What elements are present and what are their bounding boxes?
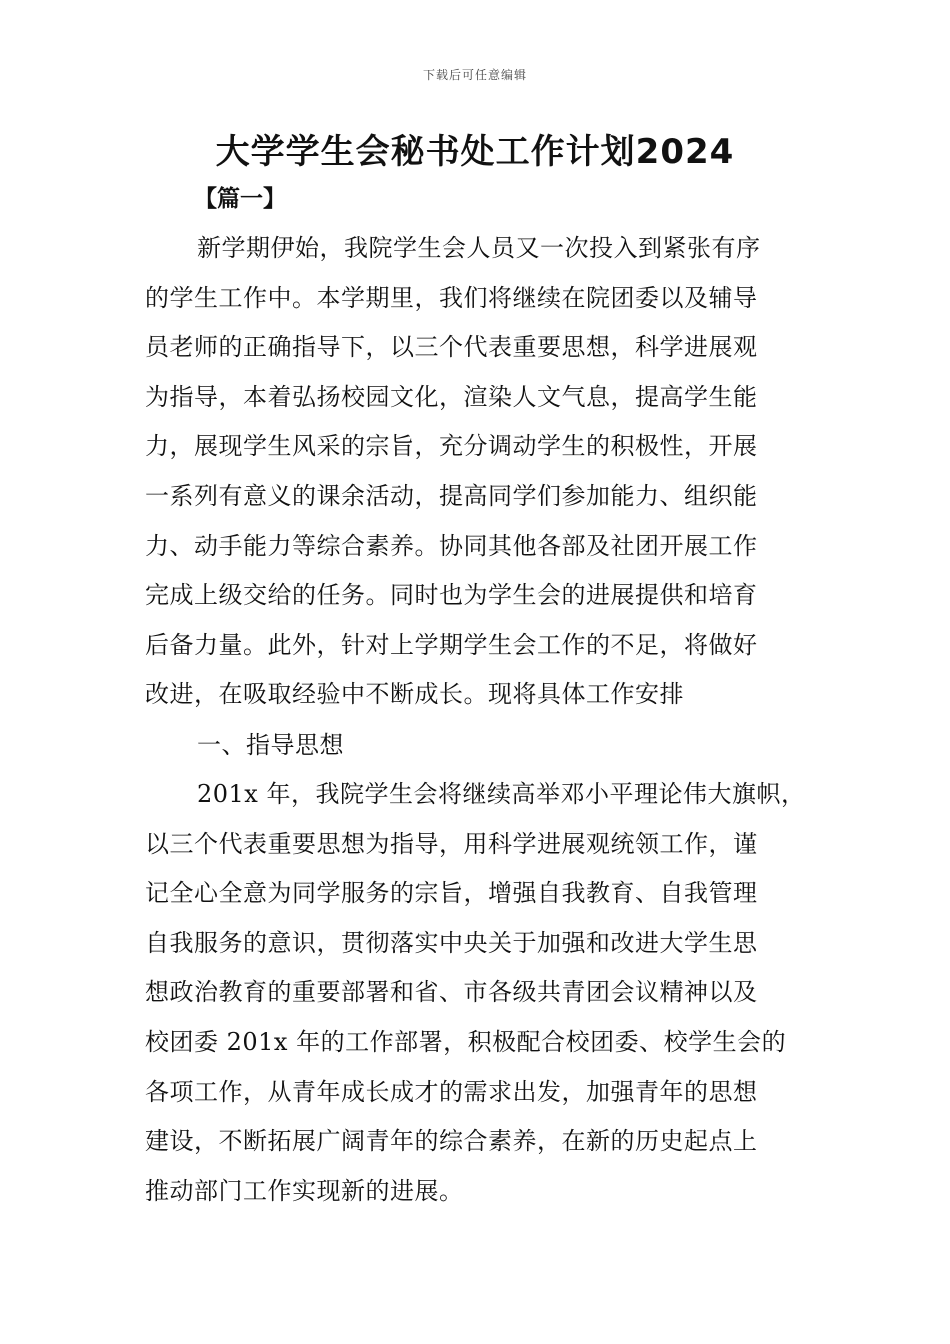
section-heading-guiding-thought [145, 721, 810, 771]
paragraph-line: 完成上级交给的任务。同时也为学生会的进展提供和培育 [145, 581, 758, 610]
paragraph-line: 想政治教育的重要部署和省、市各级共青团会议精神以及 [145, 978, 758, 1007]
paragraph-line: 后备力量。此外，针对上学期学生会工作的不足，将做好 [145, 630, 758, 659]
paragraph-line: 建设，不断拓展广阔青年的综合素养，在新的历史起点上 [145, 1127, 758, 1156]
paragraph-line: 记全心全意为同学服务的宗旨，增强自我教育、自我管理 [145, 879, 758, 908]
paragraph-line: 自我服务的意识，贯彻落实中央关于加强和改进大学生思 [145, 928, 758, 957]
paragraph-intro [145, 224, 810, 720]
paragraph-line: 力、动手能力等综合素养。协同其他各部及社团开展工作 [145, 531, 758, 560]
paragraph-line: 201x 年，我院学生会将继续高举邓小平理论伟大旗帜， [197, 780, 806, 808]
paragraph-line: 推动部门工作实现新的进展。 [145, 1176, 464, 1205]
paragraph-line: 力，展现学生风采的宗旨，充分调动学生的积极性，开展 [145, 432, 758, 461]
header-note: 下载后可任意编辑 [422, 68, 527, 82]
paragraph-line: 一系列有意义的课余活动，提高同学们参加能力、组织能 [145, 481, 758, 510]
section-heading-text: 一、指导思想 [197, 731, 344, 759]
paragraph-line: 以三个代表重要思想为指导，用科学进展观统领工作，谨 [145, 829, 758, 858]
paragraph-line: 改进，在吸取经验中不断成长。现将具体工作安排 [145, 680, 684, 709]
paragraph-line: 校团委 201x 年的工作部署，积极配合校团委、校学生会的 [145, 1027, 787, 1056]
document-title: 大学学生会秘书处工作计划2024 [215, 132, 735, 172]
paragraph-guiding-thought [145, 770, 810, 1216]
paragraph-line: 各项工作，从青年成长成才的需求出发，加强青年的思想 [145, 1077, 758, 1106]
paragraph-line: 员老师的正确指导下，以三个代表重要思想，科学进展观 [145, 333, 758, 362]
paragraph-line: 的学生工作中。本学期里，我们将继续在院团委以及辅导 [145, 283, 758, 312]
paragraph-line: 新学期伊始，我院学生会人员又一次投入到紧张有序 [197, 234, 761, 262]
paragraph-line: 为指导，本着弘扬校园文化，渲染人文气息，提高学生能 [145, 382, 758, 411]
section-tag: 【篇一】 [194, 186, 286, 212]
